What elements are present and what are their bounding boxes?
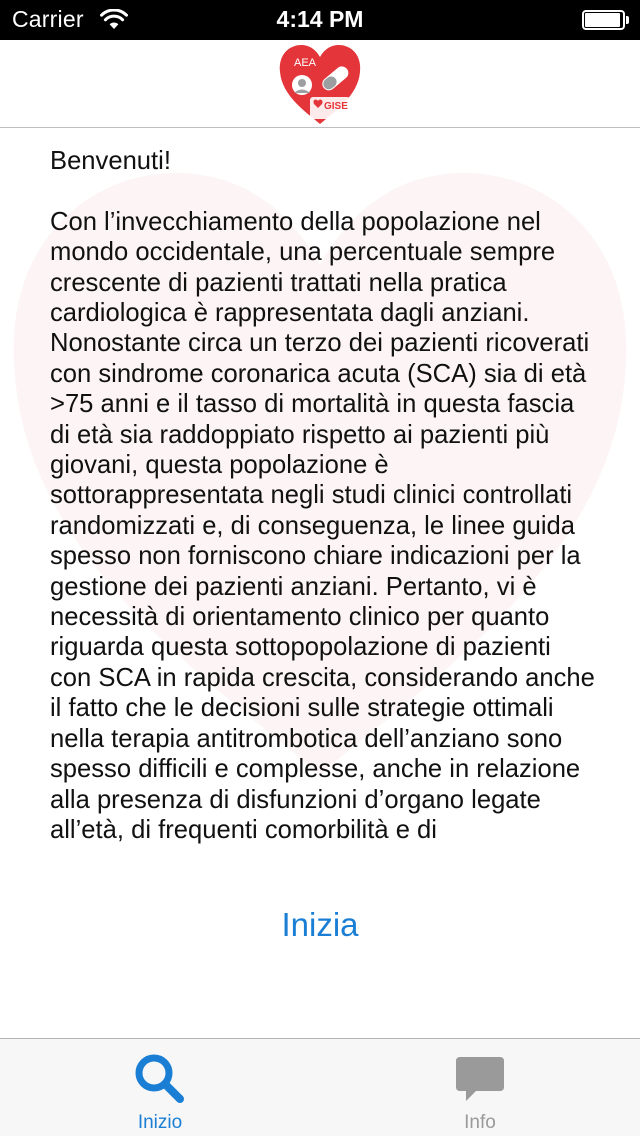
battery-full-icon bbox=[582, 10, 630, 30]
tab-info[interactable] bbox=[320, 1039, 640, 1136]
logo-text-gise: GISE bbox=[324, 101, 348, 112]
speech-bubble-icon bbox=[454, 1053, 506, 1105]
search-icon bbox=[134, 1053, 186, 1105]
welcome-greeting: Benvenuti! bbox=[50, 147, 171, 175]
tab-inizio[interactable] bbox=[0, 1039, 320, 1136]
logo-text-aea: AEA bbox=[294, 57, 317, 69]
tab-label-inizio: Inizio bbox=[137, 1112, 183, 1133]
aea-gise-logo bbox=[276, 42, 364, 126]
tab-label-info: Info bbox=[464, 1112, 496, 1133]
tab-bar bbox=[0, 1038, 640, 1136]
welcome-text-scroll[interactable] bbox=[50, 146, 595, 880]
carrier-label: Carrier bbox=[12, 6, 84, 32]
text-fade-overlay bbox=[0, 848, 640, 882]
status-bar bbox=[0, 0, 640, 40]
start-button[interactable]: Inizia bbox=[220, 900, 420, 950]
status-time: 4:14 PM bbox=[276, 6, 364, 32]
navigation-bar bbox=[0, 40, 640, 128]
welcome-body: Con l’invecchiamento della popolazione nel mondo occidentale, una percentuale sempre crescente di pazienti trattati nella pratica cardiologica è rappresentata dagli anziani. Nonostante circa un terzo dei pazienti ricoverati con sindrome coronarica acuta (SCA) sia di età >75 anni e il tasso di mortalità in questa fascia di età sia raddoppiato rispetto ai pazienti più giovani, questa popolazione è sottorappresentata negli studi clinici controllati randomizzati e, di conseguenza, le linee guida spesso non forniscono chiare indicazioni per la gestione dei pazienti anziani. Pertanto, vi è necessità di orientamento clinico per quanto riguarda questa sottopopolazione di pazienti con SCA in rapida crescita, considerando anche il fatto che le decisioni sulle strategie ottimali nella terapia antitrombotica dell’anziano sono spesso difficili e complesse, anche in relazione alla presenza di disfunzioni d’organo legate all’età, di frequenti comorbilità e di bbox=[50, 207, 595, 844]
